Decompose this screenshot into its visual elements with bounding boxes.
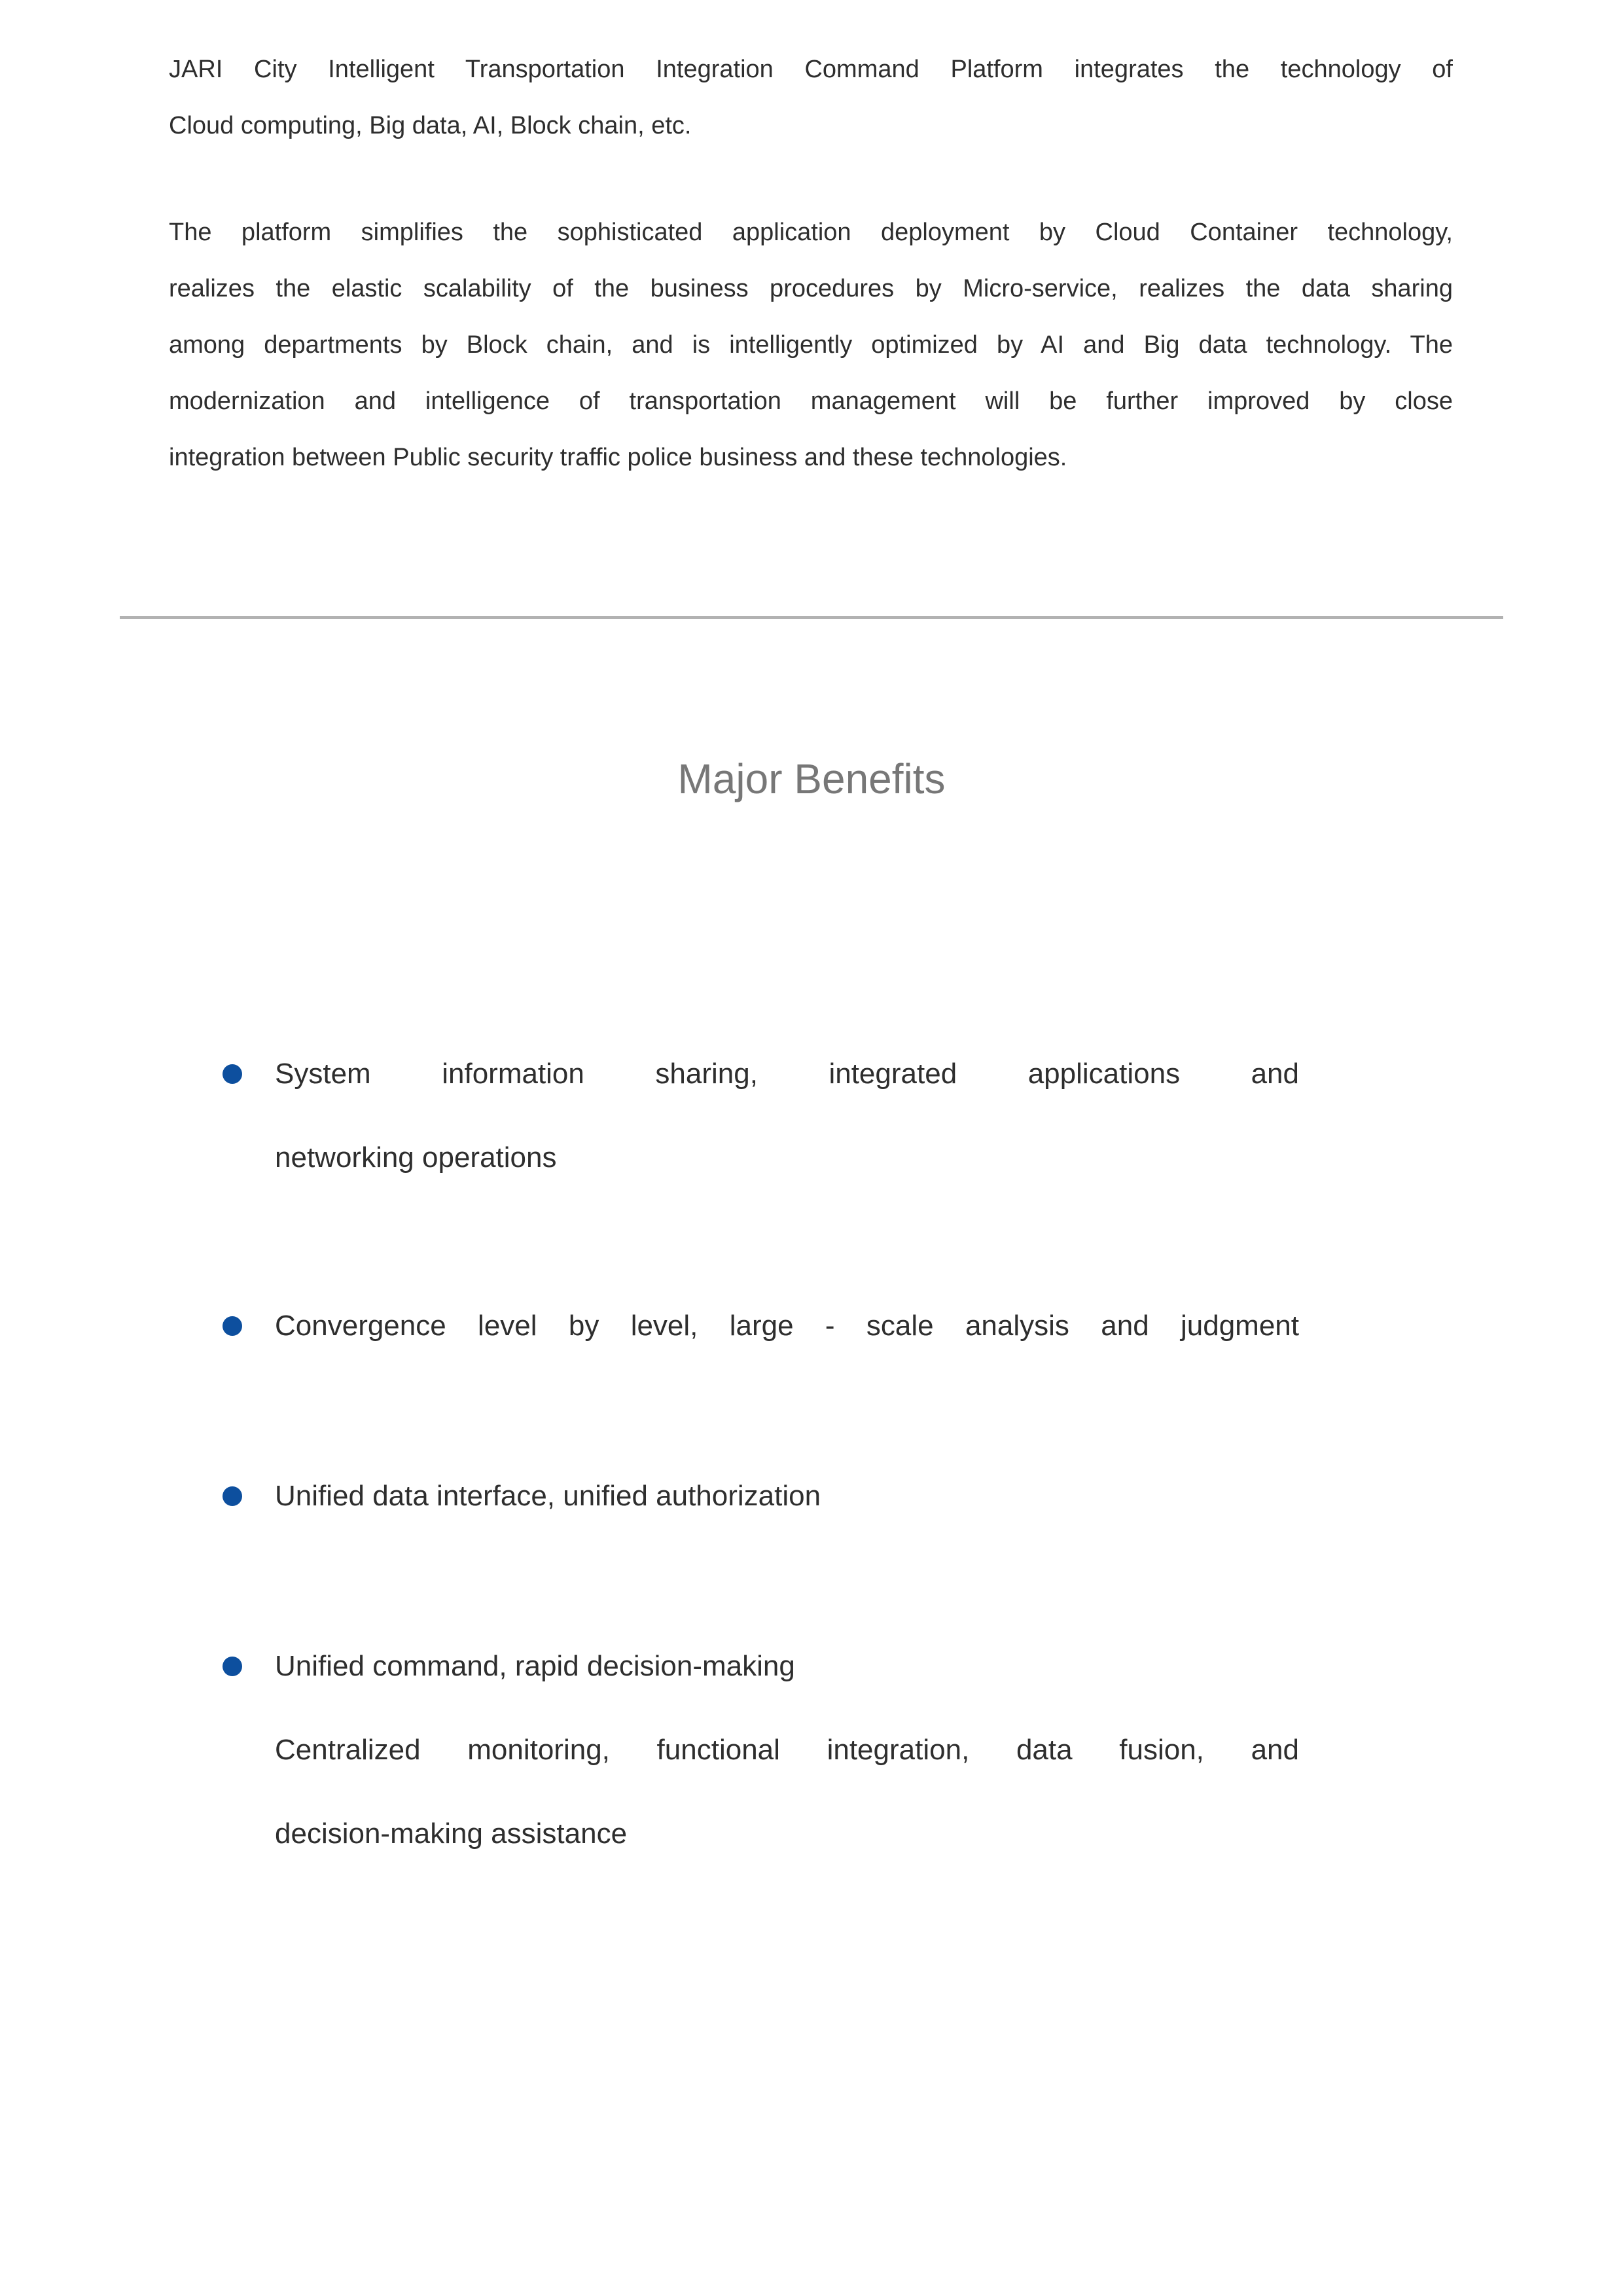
benefit-text: [275, 1454, 1299, 1538]
benefit-line: System information sharing, integrated applications and: [275, 1058, 1299, 1090]
paragraph-line: realizes the elastic scalability of the business procedures by Micro-service, realizes the data sharing: [169, 275, 1453, 302]
benefit-line: networking operations: [275, 1141, 557, 1174]
paragraph-line: among departments by Block chain, and is intelligently optimized by AI and Big data technology. The: [169, 331, 1453, 359]
benefit-line: Convergence level by level, large - scale analysis and judgment: [275, 1310, 1299, 1342]
bullet-icon: [223, 1064, 242, 1084]
benefit-text: [275, 1032, 1299, 1200]
intro-paragraph: [169, 41, 1453, 154]
benefit-line: decision-making assistance: [275, 1818, 628, 1850]
paragraph-line: modernization and intelligence of transportation management will be further improved by close: [169, 387, 1453, 415]
benefit-line: Centralized monitoring, functional integration, data fusion, and: [275, 1734, 1299, 1766]
paragraph-line: integration between Public security traffic police business and these technologies.: [169, 444, 1067, 471]
benefit-item: [223, 1454, 1299, 1538]
bullet-icon: [223, 1316, 242, 1336]
paragraph-line: JARI City Intelligent Transportation Integration Command Platform integrates the technology of: [169, 56, 1453, 83]
benefit-item: [223, 1284, 1299, 1368]
platform-description-paragraph: [169, 204, 1453, 486]
section-divider: [120, 616, 1503, 619]
section-title: Major Benefits: [677, 755, 946, 802]
benefit-text: [275, 1284, 1299, 1368]
benefit-item: [223, 1032, 1299, 1200]
paragraph-line: Cloud computing, Big data, AI, Block chain, etc.: [169, 112, 692, 139]
paragraph-line: The platform simplifies the sophisticated application deployment by Cloud Container technology,: [169, 219, 1453, 246]
benefit-line: Unified command, rapid decision-making: [275, 1650, 795, 1682]
benefit-line: Unified data interface, unified authorization: [275, 1480, 821, 1512]
benefit-item: [223, 1624, 1299, 1876]
bullet-icon: [223, 1657, 242, 1676]
bullet-icon: [223, 1486, 242, 1506]
benefit-text: [275, 1624, 1299, 1876]
